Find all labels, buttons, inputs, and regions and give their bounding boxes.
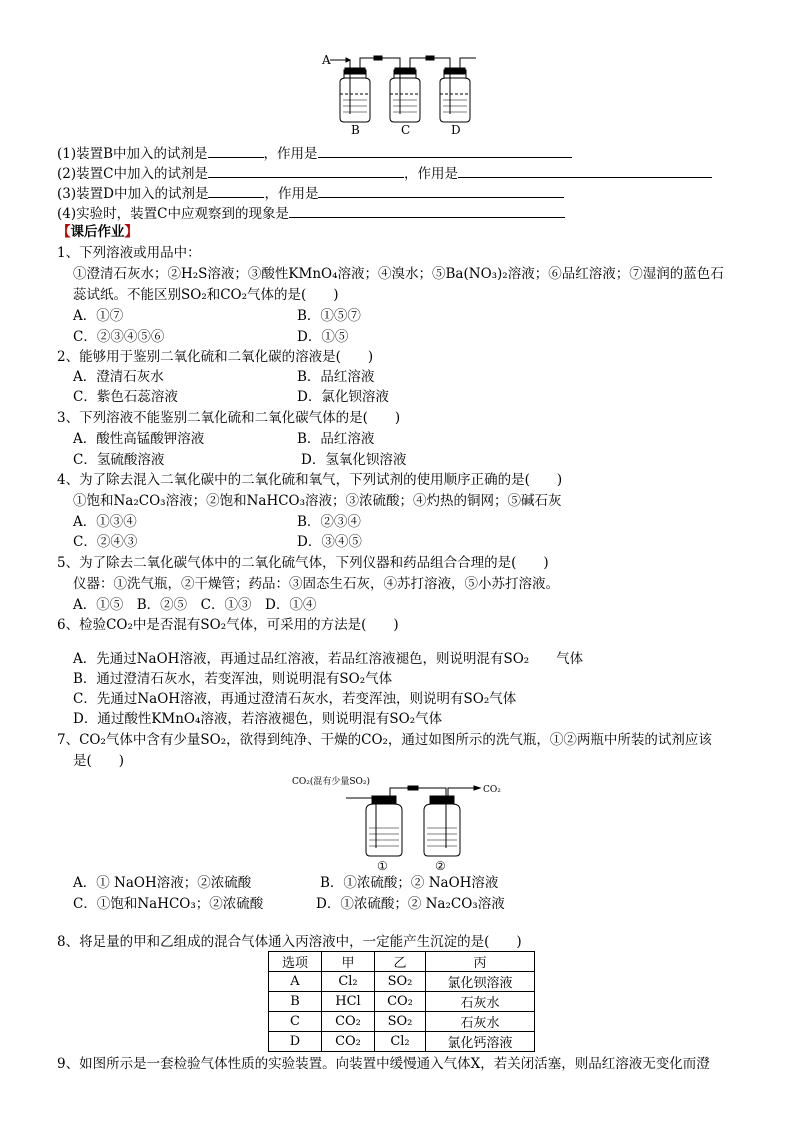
q3-option-a[interactable]: A．酸性高锰酸钾溶液: [73, 431, 205, 447]
table-cell: D: [269, 1032, 322, 1052]
answer-blank[interactable]: [318, 183, 564, 198]
table-cell: CO₂: [322, 1012, 375, 1032]
q7-option-b[interactable]: B．①浓硫酸；② NaOH溶液: [320, 875, 499, 891]
q2-stem: 2、能够用于鉴别二氧化硫和二氧化碳的溶液是( ): [57, 349, 374, 365]
q6-stem: 6、检验CO₂中是否混有SO₂气体，可采用的方法是( ): [57, 617, 399, 633]
q2-option-d[interactable]: D．氯化钡溶液: [297, 389, 389, 405]
q6-option-a[interactable]: A．先通过NaOH溶液，再通过品红溶液，若品红溶液褪色，则说明混有SO₂ 气体: [73, 651, 584, 667]
table-cell: SO₂: [375, 972, 426, 992]
q4-items: ①饱和Na₂CO₃溶液；②饱和NaHCO₃溶液；③浓硫酸；④灼热的铜网；⑤碱石灰: [73, 493, 562, 509]
part1-q2: (2)装置C中加入的试剂是 ，作用是: [57, 163, 712, 183]
q4-stem: 4、为了除去混入二氧化碳中的二氧化硫和氧气，下列试剂的使用顺序正确的是( ): [57, 472, 563, 488]
q2-option-a[interactable]: A．澄清石灰水: [73, 369, 164, 385]
q4-option-a[interactable]: A．①③④: [73, 514, 137, 530]
q5-options[interactable]: A．①⑤ B．②⑤ C．①③ D．①④: [73, 597, 317, 613]
answer-blank[interactable]: [208, 143, 264, 158]
table-cell: HCl: [322, 992, 375, 1012]
q5-stem: 5、为了除去二氧化碳气体中的二氧化硫气体，下列仪器和药品组合合理的是( ): [57, 555, 549, 571]
q9-stem: 9、如图所示是一套检验气体性质的实验装置。向装置中缓慢通入气体X，若关闭活塞，则品红溶液无变化而澄: [57, 1056, 710, 1072]
table-row: [269, 1032, 535, 1052]
q6-option-b[interactable]: B．通过澄清石灰水，若变浑浊，则说明混有SO₂气体: [73, 671, 393, 687]
table-header-cell: 丙: [426, 952, 535, 972]
inlet-label: A: [322, 53, 331, 67]
table-cell: Cl₂: [375, 1032, 426, 1052]
table-row: [269, 992, 535, 1012]
q1-items-line2: 蕊试纸。不能区别SO₂和CO₂气体的是( ): [73, 287, 339, 303]
table-row: [269, 972, 535, 992]
part1-q4: (4)实验时，装置C中应观察到的现象是: [57, 203, 565, 223]
q6-option-c[interactable]: C．先通过NaOH溶液，再通过澄清石灰水，若变浑浊，则说明有SO₂气体: [73, 691, 517, 707]
bottle-label-2: ②: [435, 859, 446, 872]
answer-blank[interactable]: [208, 183, 264, 198]
q2-option-b[interactable]: B．品红溶液: [297, 369, 375, 385]
q1-option-b[interactable]: B．①⑤⑦: [297, 308, 361, 324]
q1-option-a[interactable]: A．①⑦: [73, 308, 124, 324]
table-cell: 石灰水: [426, 992, 535, 1012]
q3-stem: 3、下列溶液不能鉴别二氧化硫和二氧化碳气体的是( ): [57, 410, 401, 426]
q7-stem-line1: 7、CO₂气体中含有少量SO₂，欲得到纯净、干燥的CO₂，通过如图所示的洗气瓶，①②两瓶中所装的试剂应该: [57, 732, 712, 748]
q4-option-c[interactable]: C．②④③: [73, 534, 138, 550]
table-cell: C: [269, 1012, 322, 1032]
table-cell: 石灰水: [426, 1012, 535, 1032]
q7-stem-line2: 是( ): [73, 753, 125, 769]
gas-inlet-label: CO₂(混有少量SO₂): [292, 777, 371, 787]
q3-option-c[interactable]: C．氢硫酸溶液: [73, 452, 165, 468]
part1-q1: (1)装置B中加入的试剂是 ，作用是: [57, 143, 572, 163]
table-header-cell: 甲: [322, 952, 375, 972]
bottle-label-d: D: [451, 123, 461, 137]
part1-q3: (3)装置D中加入的试剂是 ，作用是: [57, 183, 564, 203]
q3-option-b[interactable]: B．品红溶液: [297, 431, 375, 447]
q1-stem: 1、下列溶液或用品中：: [57, 245, 201, 261]
table-cell: SO₂: [375, 1012, 426, 1032]
answer-blank[interactable]: [318, 143, 572, 158]
bottle-label-1: ①: [377, 859, 388, 872]
q1-items-line1: ①澄清石灰水；②H₂S溶液；③酸性KMnO₄溶液；④溴水；⑤Ba(NO₃)₂溶液；⑥品红溶液；⑦湿润的蓝色石: [73, 266, 724, 282]
answer-blank[interactable]: [208, 163, 404, 178]
table-header-row: [269, 952, 535, 972]
q7-option-a[interactable]: A．① NaOH溶液；②浓硫酸: [73, 875, 252, 891]
table-cell: A: [269, 972, 322, 992]
gas-outlet-label: CO₂: [483, 785, 501, 795]
table-cell: B: [269, 992, 322, 1012]
q8-table: [268, 951, 535, 1052]
q5-items: 仪器：①洗气瓶，②干燥管；药品：③固态生石灰，④苏打溶液，⑤小苏打溶液。: [73, 576, 559, 592]
homework-heading: 【课后作业】: [57, 224, 138, 240]
answer-blank[interactable]: [458, 163, 712, 178]
q4-option-b[interactable]: B．②③④: [297, 514, 361, 530]
q6-option-d[interactable]: D．通过酸性KMnO₄溶液，若溶液褪色，则说明混有SO₂气体: [73, 711, 443, 727]
q7-option-c[interactable]: C．①饱和NaHCO₃；②浓硫酸: [73, 896, 264, 912]
table-row: [269, 1012, 535, 1032]
table-cell: CO₂: [375, 992, 426, 1012]
table-cell: CO₂: [322, 1032, 375, 1052]
table-header-cell: 选项: [269, 952, 322, 972]
q7-option-d[interactable]: D．①浓硫酸；② Na₂CO₃溶液: [316, 896, 505, 912]
q2-option-c[interactable]: C．紫色石蕊溶液: [73, 389, 178, 405]
table-cell: 氯化钙溶液: [426, 1032, 535, 1052]
q4-option-d[interactable]: D．③④⑤: [297, 534, 362, 550]
bottle-label-b: B: [351, 123, 360, 137]
q1-option-d[interactable]: D．①⑤: [297, 329, 349, 345]
bottle-label-c: C: [401, 123, 411, 137]
q3-option-d[interactable]: D．氢氧化钡溶液: [301, 452, 407, 468]
q8-stem: 8、将足量的甲和乙组成的混合气体通入丙溶液中，一定能产生沉淀的是( ): [57, 934, 522, 950]
wash-bottle-figure-2: [290, 770, 520, 872]
table-cell: 氯化钡溶液: [426, 972, 535, 992]
table-cell: Cl₂: [322, 972, 375, 992]
apparatus-figure-1: [316, 48, 496, 138]
answer-blank[interactable]: [289, 203, 565, 218]
q1-option-c[interactable]: C．②③④⑤⑥: [73, 329, 165, 345]
table-header-cell: 乙: [375, 952, 426, 972]
